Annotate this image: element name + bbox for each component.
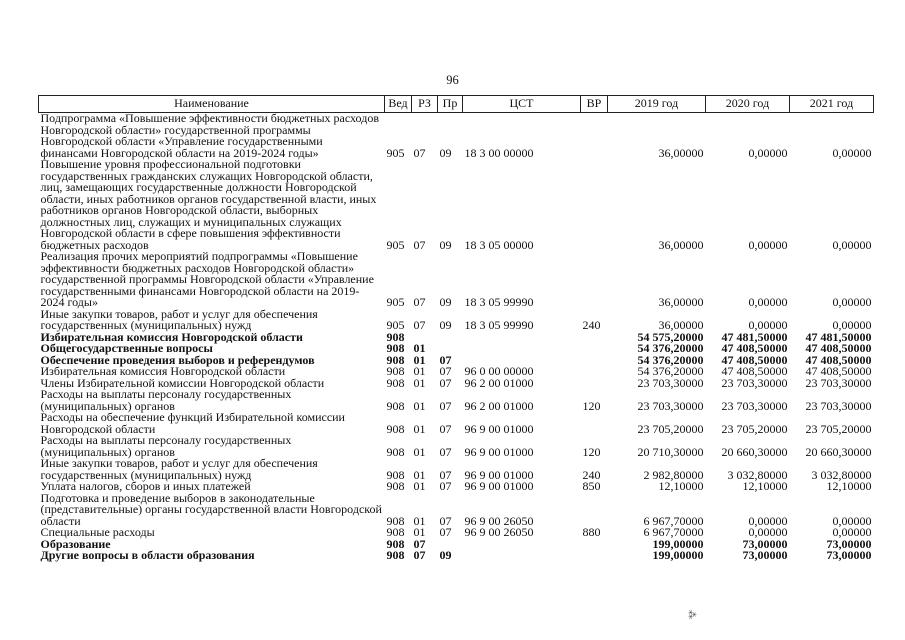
cell-cst: 96 0 00 00000 <box>464 364 534 378</box>
cell-pr: 09 <box>439 295 452 309</box>
cell-ved: 908 <box>386 352 405 367</box>
cell-vr: 880 <box>582 525 601 539</box>
cell-2020: 0,00000 <box>748 145 788 160</box>
cell-pr: 07 <box>439 352 452 367</box>
header-vr: ВР <box>581 96 608 113</box>
cell-2020: 0,00000 <box>748 295 788 309</box>
header-ved: Вед <box>385 96 412 113</box>
cell-ved: 908 <box>386 536 405 551</box>
cell-ved: 905 <box>386 318 405 332</box>
cell-2019: 36,00000 <box>658 237 704 252</box>
header-rz: РЗ <box>412 96 438 113</box>
cell-cst: 96 9 00 01000 <box>464 479 534 493</box>
cell-ved: 908 <box>386 364 405 378</box>
cell-rz: 01 <box>413 352 426 367</box>
scan-artifact: ⁂ <box>687 610 697 619</box>
cell-vr: 240 <box>582 318 601 332</box>
cell-2019: 6 967,70000 <box>643 525 704 539</box>
cell-vr <box>581 332 608 344</box>
cell-2020: 47 408,50000 <box>721 352 788 367</box>
cell-rz: 07 <box>413 145 426 160</box>
cell-2021: 0,00000 <box>832 513 872 528</box>
cell-2021: 12,10000 <box>826 479 872 493</box>
cell-name: Другие вопросы в области образования <box>40 548 255 562</box>
cell-name: Иные закупки товаров, работ и услуг для обеспечения государственных (муниципальных) нужд <box>40 456 318 482</box>
cell-2021: 3 032,80000 <box>811 467 872 482</box>
cell-2019: 23 703,30000 <box>637 375 704 390</box>
cell-pr: 07 <box>439 525 452 539</box>
cell-pr: 07 <box>439 513 452 528</box>
cell-vr: 120 <box>582 444 601 459</box>
cell-name: Образование <box>40 536 111 551</box>
cell-2019: 36,00000 <box>658 318 704 332</box>
cell-name: Расходы на обеспечение функций Избирательной комиссии Новгородской области <box>40 410 345 436</box>
cell-pr: 09 <box>439 318 452 332</box>
cell-name: Подготовка и проведение выборов в законодательные (представительные) органы государственной власти Новгородской области <box>40 490 382 528</box>
cell-cst <box>463 343 581 355</box>
cell-2020: 47 481,50000 <box>721 329 788 344</box>
cell-pr: 07 <box>439 375 452 390</box>
cell-2020: 23 703,30000 <box>721 375 788 390</box>
cell-cst: 96 2 00 01000 <box>464 398 534 413</box>
cell-2021: 23 703,30000 <box>805 398 872 413</box>
cell-2021: 47 481,50000 <box>805 329 872 344</box>
cell-rz: 01 <box>413 341 426 355</box>
cell-pr: 07 <box>439 398 452 413</box>
table-body <box>39 113 874 562</box>
cell-2021: 47 408,50000 <box>805 341 872 355</box>
cell-2019: 36,00000 <box>658 145 704 160</box>
cell-rz: 01 <box>413 375 426 390</box>
cell-name: Расходы на выплаты персоналу государственных (муниципальных) органов <box>40 433 292 459</box>
cell-name: Реализация прочих мероприятий подпрограммы «Повышение эффективности бюджетных расходов Новгородской области» государственной программы Новгородской области «Управление государственными финансами Новгородской области на 2019-2024 годы» <box>40 249 374 309</box>
cell-cst: 18 3 05 99990 <box>464 295 534 309</box>
cell-ved: 908 <box>386 467 405 482</box>
cell-name: Избирательная комиссия Новгородской области <box>40 364 286 378</box>
cell-rz: 01 <box>413 444 426 459</box>
cell-pr: 07 <box>439 364 452 378</box>
cell-2021: 0,00000 <box>832 237 872 252</box>
cell-2020: 23 703,30000 <box>721 398 788 413</box>
table-header-row <box>39 96 874 113</box>
cell-pr: 07 <box>439 467 452 482</box>
cell-rz: 07 <box>413 536 426 551</box>
cell-name: Специальные расходы <box>40 525 155 539</box>
header-pr: Пр <box>438 96 463 113</box>
cell-cst: 18 3 05 00000 <box>464 237 534 252</box>
cell-vr <box>581 159 608 251</box>
cell-vr <box>581 378 608 390</box>
cell-ved: 908 <box>386 398 405 413</box>
table-row <box>39 159 874 251</box>
cell-rz: 07 <box>413 295 426 309</box>
cell-ved: 908 <box>386 548 405 562</box>
cell-2020: 73,00000 <box>742 536 788 551</box>
cell-2021: 73,00000 <box>826 536 872 551</box>
header-name: Наименование <box>39 96 385 113</box>
cell-2019: 23 705,20000 <box>637 421 704 436</box>
cell-ved: 905 <box>386 145 405 160</box>
cell-2021: 47 408,50000 <box>805 352 872 367</box>
cell-2019: 54 376,20000 <box>637 364 704 378</box>
cell-cst <box>463 550 581 562</box>
cell-rz: 07 <box>413 318 426 332</box>
cell-cst: 96 2 00 01000 <box>464 375 534 390</box>
cell-2019: 36,00000 <box>658 295 704 309</box>
cell-pr: 07 <box>439 479 452 493</box>
cell-2019: 23 703,30000 <box>637 398 704 413</box>
page-number: 96 <box>446 73 459 87</box>
cell-2019: 6 967,70000 <box>643 513 704 528</box>
cell-2019: 12,10000 <box>658 479 704 493</box>
cell-ved: 908 <box>386 444 405 459</box>
cell-cst: 96 9 00 26050 <box>464 525 534 539</box>
cell-rz: 01 <box>413 513 426 528</box>
table-row <box>39 458 874 481</box>
cell-vr: 240 <box>582 467 601 482</box>
cell-2020: 3 032,80000 <box>727 467 788 482</box>
cell-vr <box>581 343 608 355</box>
cell-rz: 01 <box>413 479 426 493</box>
cell-ved: 905 <box>386 295 405 309</box>
cell-vr <box>581 355 608 367</box>
cell-name: Уплата налогов, сборов и иных платежей <box>40 479 251 493</box>
cell-vr <box>581 493 608 528</box>
header-2019: 2019 год <box>608 96 706 113</box>
cell-cst: 96 9 00 01000 <box>464 444 534 459</box>
cell-name: Иные закупки товаров, работ и услуг для обеспечения государственных (муниципальных) нужд <box>40 306 318 332</box>
cell-2021: 0,00000 <box>832 525 872 539</box>
cell-2019: 2 982,80000 <box>643 467 704 482</box>
cell-name: Подпрограмма «Повышение эффективности бюджетных расходов Новгородской области» государственной программы Новгородской области «Управление государственными финансами Новгородской области на 2019-2024 годы» <box>40 111 379 160</box>
cell-2019: 20 710,30000 <box>637 444 704 459</box>
cell-ved: 908 <box>386 375 405 390</box>
cell-name: Избирательная комиссия Новгородской области <box>40 329 303 344</box>
cell-2019: 199,00000 <box>652 548 704 562</box>
cell-name: Общегосударственные вопросы <box>40 341 213 355</box>
budget-table <box>38 95 874 562</box>
cell-2019: 54 376,20000 <box>637 341 704 355</box>
cell-ved: 908 <box>386 421 405 436</box>
table-row <box>39 251 874 309</box>
cell-ved: 908 <box>386 341 405 355</box>
cell-2020: 73,00000 <box>742 548 788 562</box>
cell-rz: 01 <box>413 398 426 413</box>
table-row <box>39 435 874 458</box>
cell-2019: 54 575,20000 <box>637 329 704 344</box>
cell-vr <box>581 412 608 435</box>
cell-rz: 01 <box>413 421 426 436</box>
cell-cst: 18 3 00 00000 <box>464 145 534 160</box>
cell-pr: 07 <box>439 444 452 459</box>
cell-ved: 908 <box>386 525 405 539</box>
table-row <box>39 389 874 412</box>
cell-2020: 0,00000 <box>748 525 788 539</box>
cell-2020: 23 705,20000 <box>721 421 788 436</box>
cell-vr <box>581 539 608 551</box>
cell-2020: 12,10000 <box>742 479 788 493</box>
cell-2021: 20 660,30000 <box>805 444 872 459</box>
cell-vr <box>581 113 608 160</box>
cell-vr: 120 <box>582 398 601 413</box>
cell-rz: 07 <box>413 548 426 562</box>
cell-pr: 07 <box>439 421 452 436</box>
cell-2021: 73,00000 <box>826 548 872 562</box>
cell-name: Члены Избирательной комиссии Новгородской области <box>40 375 325 390</box>
cell-name: Обеспечение проведения выборов и референдумов <box>40 352 315 367</box>
cell-2019: 54 376,20000 <box>637 352 704 367</box>
cell-2021: 23 705,20000 <box>805 421 872 436</box>
table-row <box>39 113 874 160</box>
cell-2021: 0,00000 <box>832 318 872 332</box>
cell-ved: 908 <box>386 479 405 493</box>
cell-2020: 20 660,30000 <box>721 444 788 459</box>
cell-2021: 0,00000 <box>832 145 872 160</box>
table-row <box>39 550 874 562</box>
cell-pr: 09 <box>439 548 452 562</box>
cell-ved: 908 <box>386 513 405 528</box>
table-row <box>39 412 874 435</box>
cell-cst: 96 9 00 01000 <box>464 421 534 436</box>
cell-cst <box>463 332 581 344</box>
cell-pr: 09 <box>439 145 452 160</box>
cell-vr <box>581 366 608 378</box>
table-row <box>39 309 874 332</box>
cell-rz: 07 <box>413 237 426 252</box>
cell-2020: 0,00000 <box>748 237 788 252</box>
cell-2020: 0,00000 <box>748 318 788 332</box>
cell-2020: 0,00000 <box>748 513 788 528</box>
cell-rz: 01 <box>413 364 426 378</box>
cell-pr <box>438 332 463 344</box>
header-cst: ЦСТ <box>463 96 581 113</box>
cell-2021: 0,00000 <box>832 295 872 309</box>
cell-2020: 47 408,50000 <box>721 341 788 355</box>
cell-cst: 96 9 00 01000 <box>464 467 534 482</box>
cell-2020: 47 408,50000 <box>721 364 788 378</box>
cell-pr: 09 <box>439 237 452 252</box>
cell-ved: 905 <box>386 237 405 252</box>
table-row <box>39 493 874 528</box>
cell-name: Расходы на выплаты персоналу государственных (муниципальных) органов <box>40 387 292 413</box>
cell-ved: 908 <box>386 329 405 344</box>
cell-2021: 23 703,30000 <box>805 375 872 390</box>
cell-name: Повышение уровня профессиональной подготовки государственных гражданских служащих Новгородской области, лиц, замещающих государственные должности Новгородской области, иных работников органов государственной власти, иных работников органов Новгородской области, выборных должностных лиц, служащих и муниципальных служащих Новгородской области в сфере повышения эффективности бюджетных расходов <box>40 157 377 252</box>
header-2021: 2021 год <box>790 96 874 113</box>
cell-2019: 199,00000 <box>652 536 704 551</box>
cell-2021: 47 408,50000 <box>805 364 872 378</box>
cell-vr <box>581 550 608 562</box>
cell-cst <box>463 539 581 551</box>
cell-vr: 850 <box>582 479 601 493</box>
cell-cst: 18 3 05 99990 <box>464 318 534 332</box>
cell-rz: 01 <box>413 467 426 482</box>
header-2020: 2020 год <box>706 96 790 113</box>
cell-vr <box>581 251 608 309</box>
cell-rz: 01 <box>413 525 426 539</box>
cell-cst: 96 9 00 26050 <box>464 513 534 528</box>
